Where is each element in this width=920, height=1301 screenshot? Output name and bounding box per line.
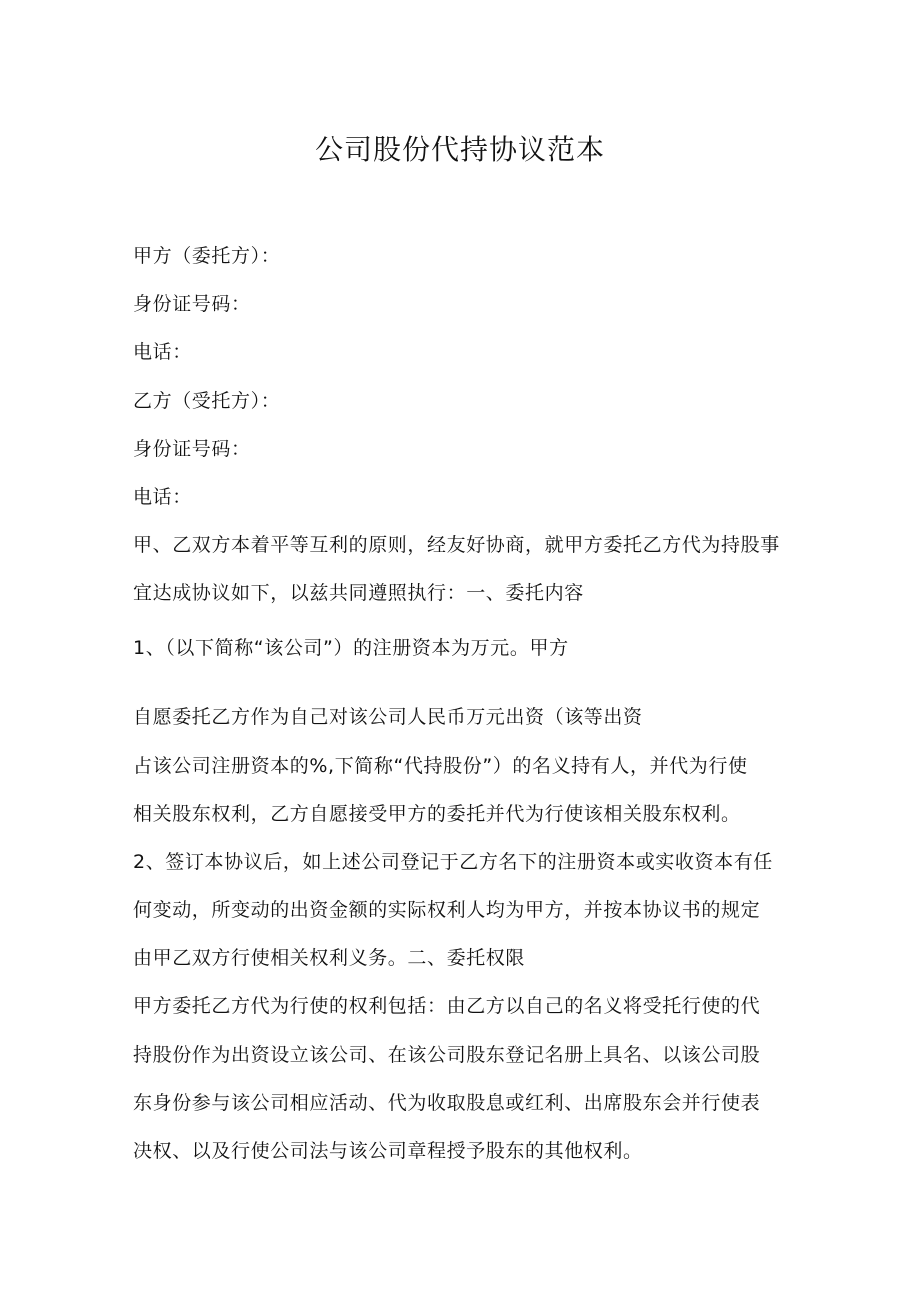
body-text-line: 1、（以下简称“该公司”）的注册资本为万元。甲方 — [133, 637, 569, 659]
party-b-phone-label: 电话： — [133, 486, 192, 508]
body-text-line: 宜达成协议如下，以兹共同遵照执行：一、委托内容 — [133, 582, 584, 604]
party-b-label: 乙方（受托方）： — [133, 390, 281, 412]
body-text-line: 2、签订本协议后，如上述公司登记于乙方名下的注册资本或实收资本有任 — [133, 851, 773, 873]
body-text-line: 东身份参与该公司相应活动、代为收取股息或红利、出席股东会并行使表 — [133, 1092, 761, 1114]
party-b-id-label: 身份证号码： — [133, 438, 251, 460]
party-a-id-label: 身份证号码： — [133, 293, 251, 315]
body-text-line: 何变动，所变动的出资金额的实际权利人均为甲方，并按本协议书的规定 — [133, 899, 761, 921]
party-a-label: 甲方（委托方）： — [133, 245, 281, 267]
body-text-line: 甲、乙双方本着平等互利的原则，经友好协商，就甲方委托乙方代为持股事 — [133, 534, 780, 556]
body-text-line: 相关股东权利，乙方自愿接受甲方的委托并代为行使该相关股东权利。 — [133, 803, 741, 825]
body-text-line: 自愿委托乙方作为自己对该公司人民币万元出资（该等出资 — [133, 706, 643, 728]
body-text-line: 甲方委托乙方代为行使的权利包括：由乙方以自己的名义将受托行使的代 — [133, 995, 761, 1017]
document-title: 公司股份代持协议范本 — [314, 133, 605, 166]
party-a-phone-label: 电话： — [133, 341, 192, 363]
body-text-line: 持股份作为出资设立该公司、在该公司股东登记名册上具名、以该公司股 — [133, 1044, 761, 1066]
body-text-line: 占该公司注册资本的%,下简称“代持股份”）的名义持有人，并代为行使 — [133, 755, 748, 777]
body-text-line: 由甲乙双方行使相关权利义务。二、委托权限 — [133, 947, 526, 969]
body-text-line: 决权、以及行使公司法与该公司章程授予股东的其他权利。 — [133, 1140, 643, 1162]
